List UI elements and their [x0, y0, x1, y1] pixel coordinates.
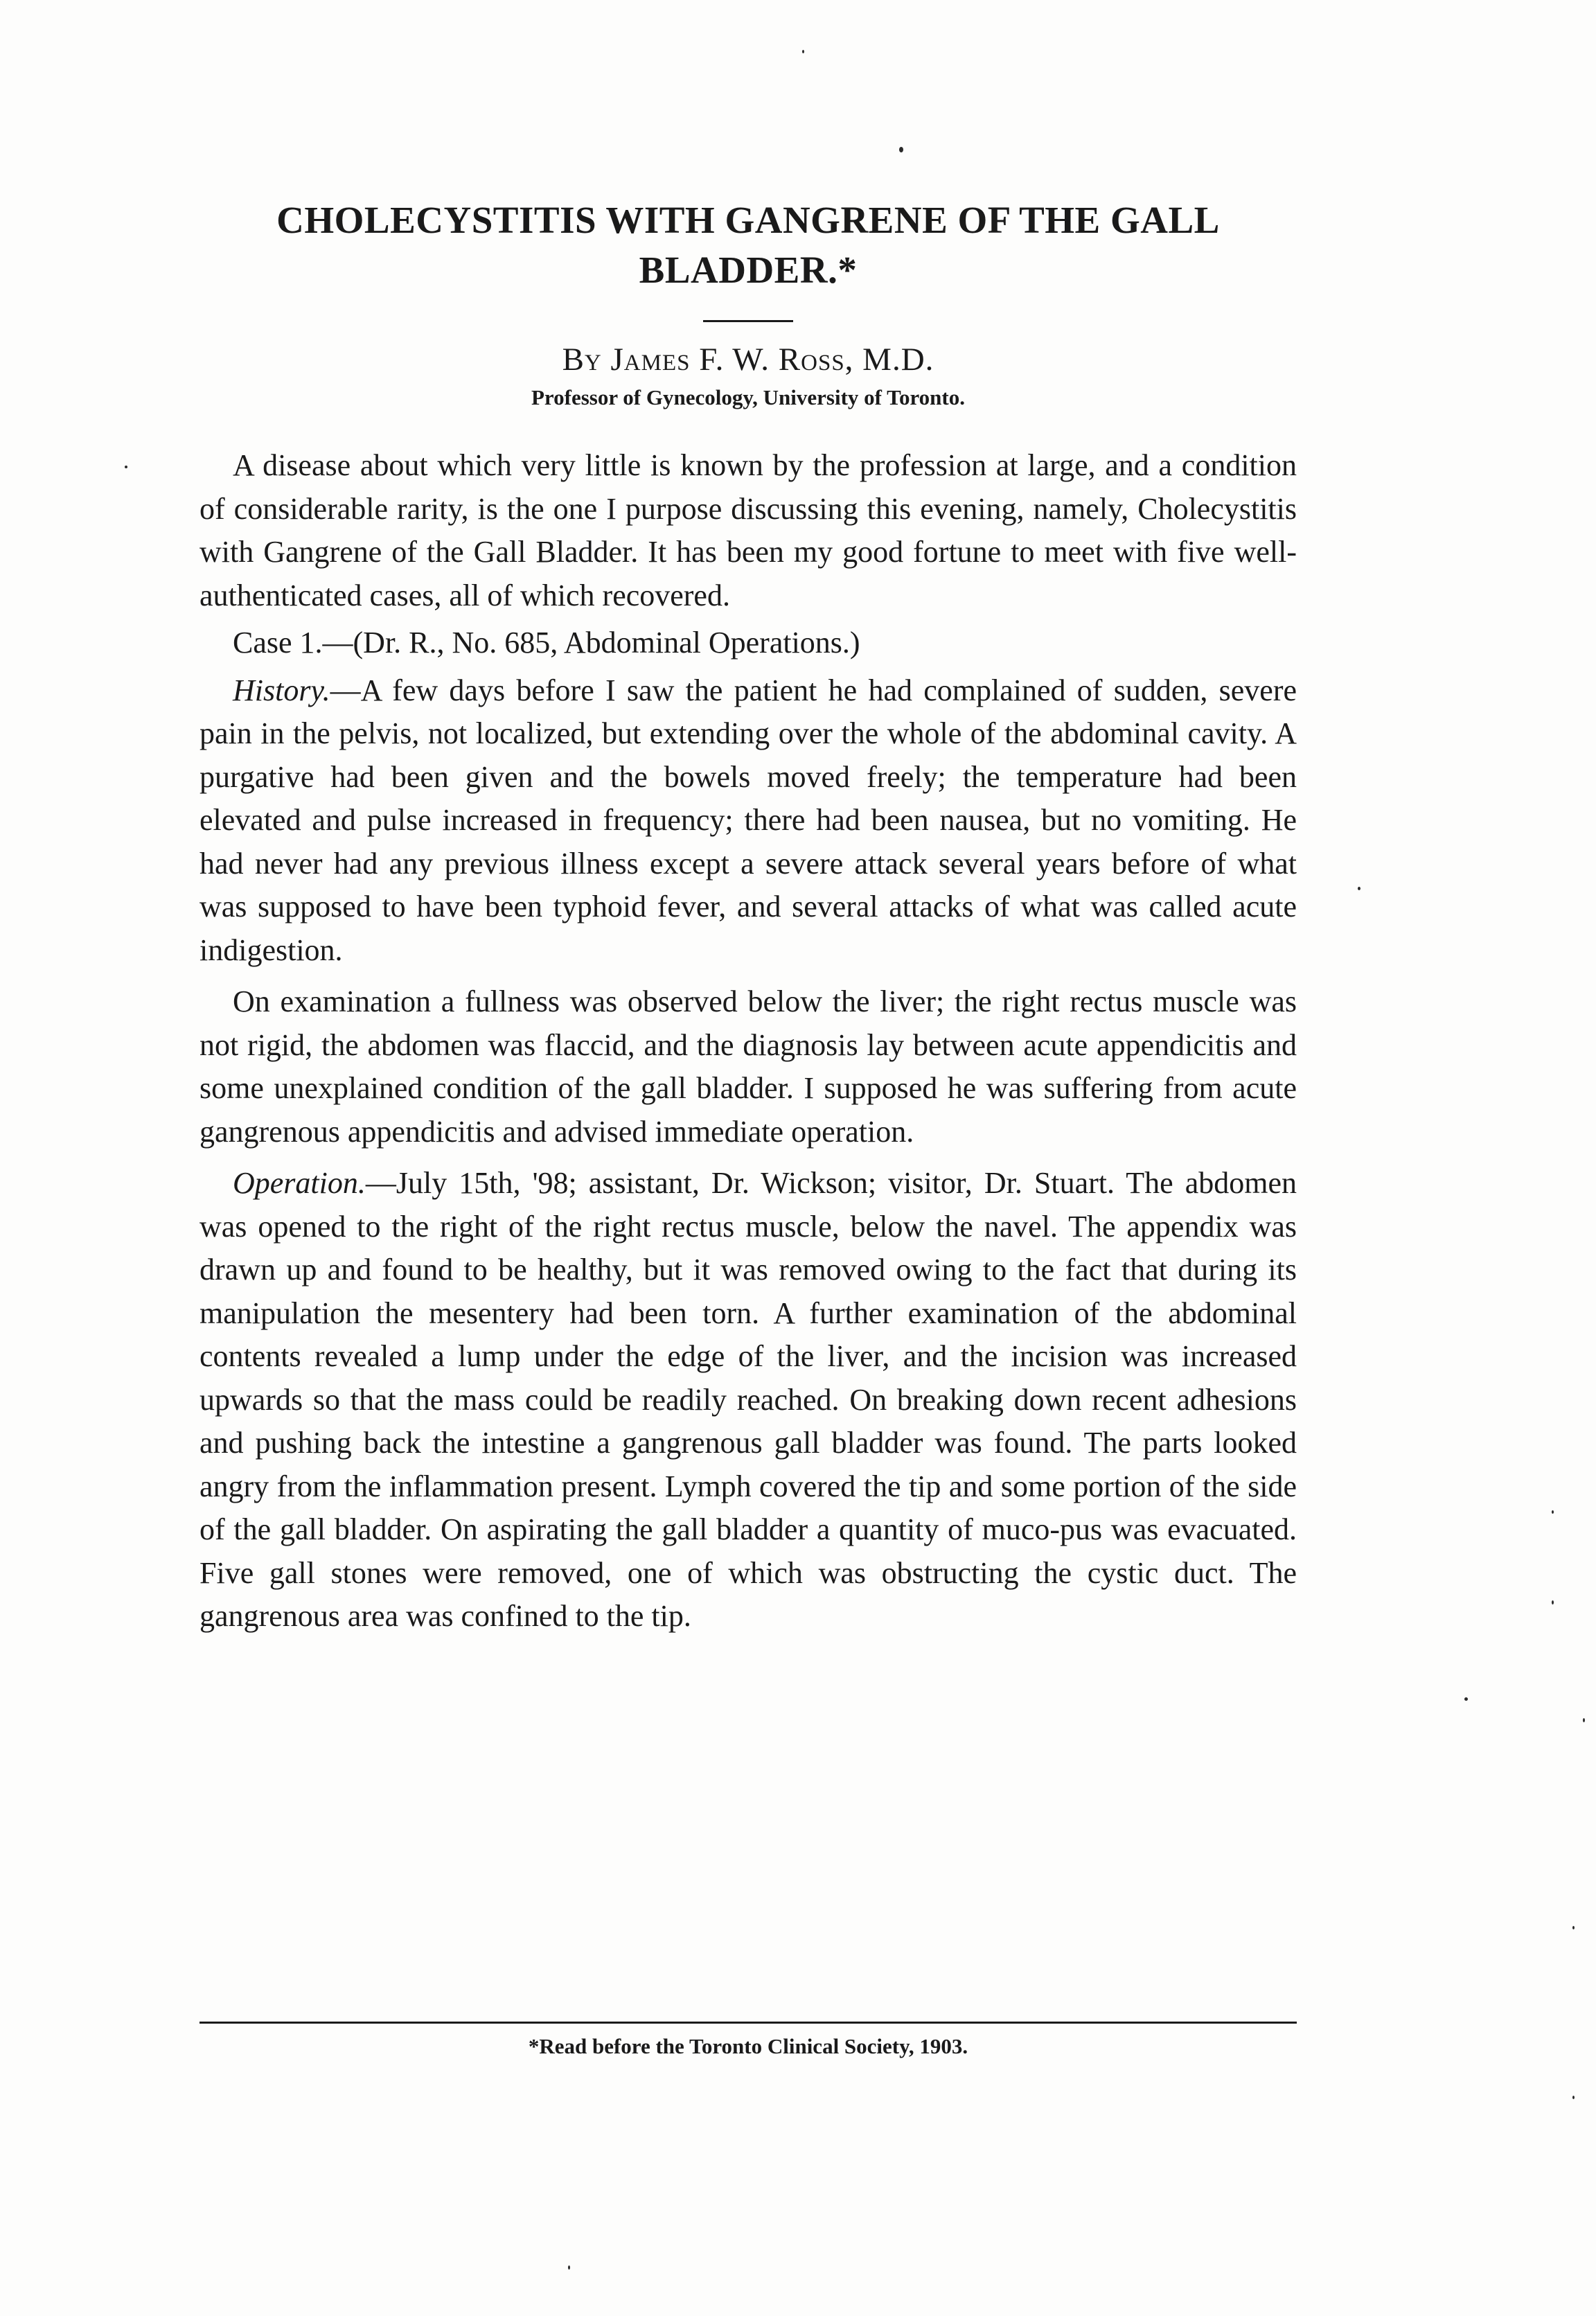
scan-speck — [1552, 1510, 1554, 1514]
scan-speck — [1572, 1926, 1575, 1929]
scan-speck — [1464, 1697, 1468, 1701]
scan-speck — [125, 466, 127, 468]
title-line-1: CHOLECYSTITIS WITH GANGRENE OF THE GALL — [276, 199, 1220, 241]
scan-speck — [802, 50, 804, 53]
case-heading: Case 1.—(Dr. R., No. 685, Abdominal Operations.) — [233, 626, 860, 660]
history-paragraph — [200, 669, 1297, 973]
history-label: History. — [233, 673, 330, 707]
article-column — [200, 195, 1297, 1638]
history-text: —A few days before I saw the patient he had complained of sudden, severe pain in the pelvis, not localized, but extending over the whole of the abdominal cavity. A purgative had been given and the bowels moved freely; the temperature had been elevated and pulse increased in frequency; there had been nausea, but no vomiting. He had never had any previous illness except a severe attack several years before of what was supposed to have been typhoid fever, and several attacks of what was called acute indigestion. — [200, 673, 1297, 967]
operation-paragraph — [200, 1162, 1297, 1638]
operation-label: Operation. — [233, 1166, 366, 1200]
title-divider — [703, 320, 793, 322]
article-body — [200, 444, 1297, 1638]
scan-speck — [1583, 1718, 1585, 1722]
intro-paragraph: A disease about which very little is known by the profession at large, and a condition of considerable rarity, is the one I purpose discussing this evening, namely, Cholecystitis with Gangrene of the Gall Bladder. It has been my good fortune to meet with five well-authenticated cases, all of which recovered. — [200, 448, 1297, 612]
scan-speck — [1572, 2096, 1575, 2099]
operation-text: —July 15th, '98; assistant, Dr. Wickson; visitor, Dr. Stuart. The abdomen was opened to the right of the right rectus muscle, below the navel. The appendix was drawn up and found to be healthy, but it was removed owing to the fact that during its manipulation the mesentery had been torn. A further examination of the abdominal contents revealed a lump under the edge of the liver, and the incision was increased upwards so that the mass could be readily reached. On breaking down recent adhesions and pushing back the intestine a gangrenous gall bladder was found. The parts looked angry from the inflammation present. Lymph covered the tip and some portion of the side of the gall bladder. On aspirating the gall bladder a quantity of muco-pus was evacuated. Five gall stones were removed, one of which was obstructing the cystic duct. The gangrenous area was confined to the tip. — [200, 1166, 1297, 1633]
author-affiliation: Professor of Gynecology, University of Toronto. — [531, 385, 965, 409]
footnote: *Read before the Toronto Clinical Society, 1903. — [528, 2034, 968, 2058]
examination-paragraph: On examination a fullness was observed below the liver; the right rectus muscle was not rigid, the abdomen was flaccid, and the diagnosis lay between acute appendicitis and some unexplained condition of the gall bladder. I supposed he was suffering from acute gangrenous appendicitis and advised immediate operation. — [200, 984, 1297, 1149]
footnote-divider — [200, 2022, 1297, 2024]
scan-speck — [899, 147, 903, 152]
scan-speck — [1358, 887, 1360, 890]
scan-speck — [1552, 1600, 1554, 1605]
title-line-2: BLADDER.* — [639, 249, 858, 291]
article-title — [200, 195, 1297, 295]
author-byline: By James F. W. Ross, M.D. — [562, 342, 934, 378]
scan-speck — [568, 2265, 570, 2270]
